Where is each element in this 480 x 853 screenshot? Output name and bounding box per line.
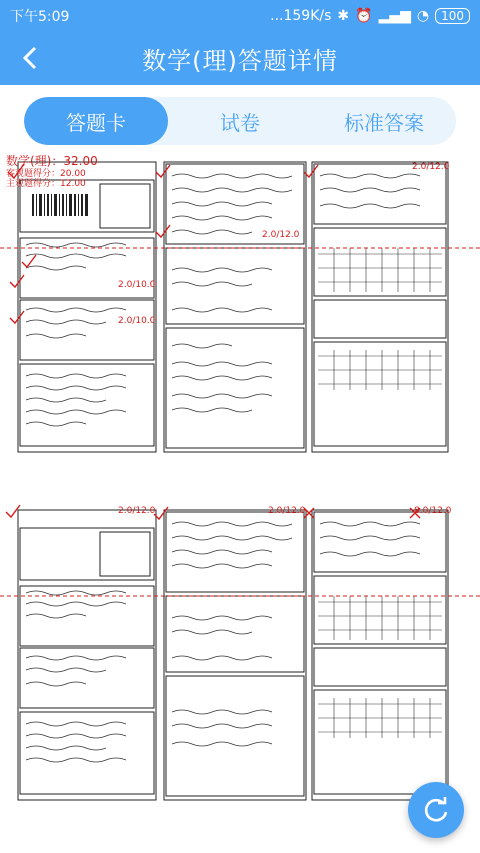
question-score-mark: 2.0/10.0 bbox=[118, 280, 156, 290]
question-score-mark: 2.0/12.0 bbox=[118, 506, 156, 516]
refresh-icon bbox=[422, 796, 450, 824]
tab-standard-answer[interactable]: 标准答案 bbox=[344, 110, 424, 135]
bluetooth-icon: ✱ bbox=[337, 8, 350, 24]
sheet-drawing bbox=[0, 150, 480, 470]
page-title: 数学(理)答题详情 bbox=[142, 47, 338, 75]
question-score-mark: 2.0/12.0 bbox=[268, 506, 306, 516]
question-score-mark: 2.0/12.0 bbox=[262, 230, 300, 240]
alarm-icon: ⏰ bbox=[355, 8, 373, 24]
objective-score-label: 客观题得分：20.00 bbox=[6, 169, 86, 179]
back-button[interactable] bbox=[14, 40, 46, 76]
network-speed: ...159K/s bbox=[270, 8, 332, 24]
signal-icon: ▂▄▆ bbox=[378, 8, 411, 24]
total-score-label: 数学(理)：32.00 bbox=[6, 154, 98, 168]
battery-indicator: 100 bbox=[435, 8, 470, 24]
status-bar bbox=[0, 0, 480, 32]
question-score-mark: 8.0/12.0 bbox=[414, 506, 452, 516]
question-score-mark: 2.0/12.0 bbox=[412, 162, 450, 172]
subjective-score-label: 主观题得分：12.00 bbox=[6, 179, 86, 189]
tab-bar bbox=[24, 97, 456, 145]
app-header-bar bbox=[0, 0, 480, 85]
answer-sheet-image[interactable] bbox=[0, 498, 480, 818]
sheet-drawing bbox=[0, 498, 480, 818]
tab-paper[interactable]: 试卷 bbox=[220, 110, 260, 135]
chevron-left-icon bbox=[22, 46, 38, 70]
tab-answer-card[interactable]: 答题卡 bbox=[24, 97, 168, 145]
question-score-mark: 2.0/10.0 bbox=[118, 316, 156, 326]
answer-sheet-image[interactable] bbox=[0, 150, 480, 470]
status-time: 下午5:09 bbox=[10, 9, 70, 25]
refresh-button[interactable] bbox=[408, 782, 464, 838]
wifi-icon: ◔ bbox=[416, 8, 430, 24]
